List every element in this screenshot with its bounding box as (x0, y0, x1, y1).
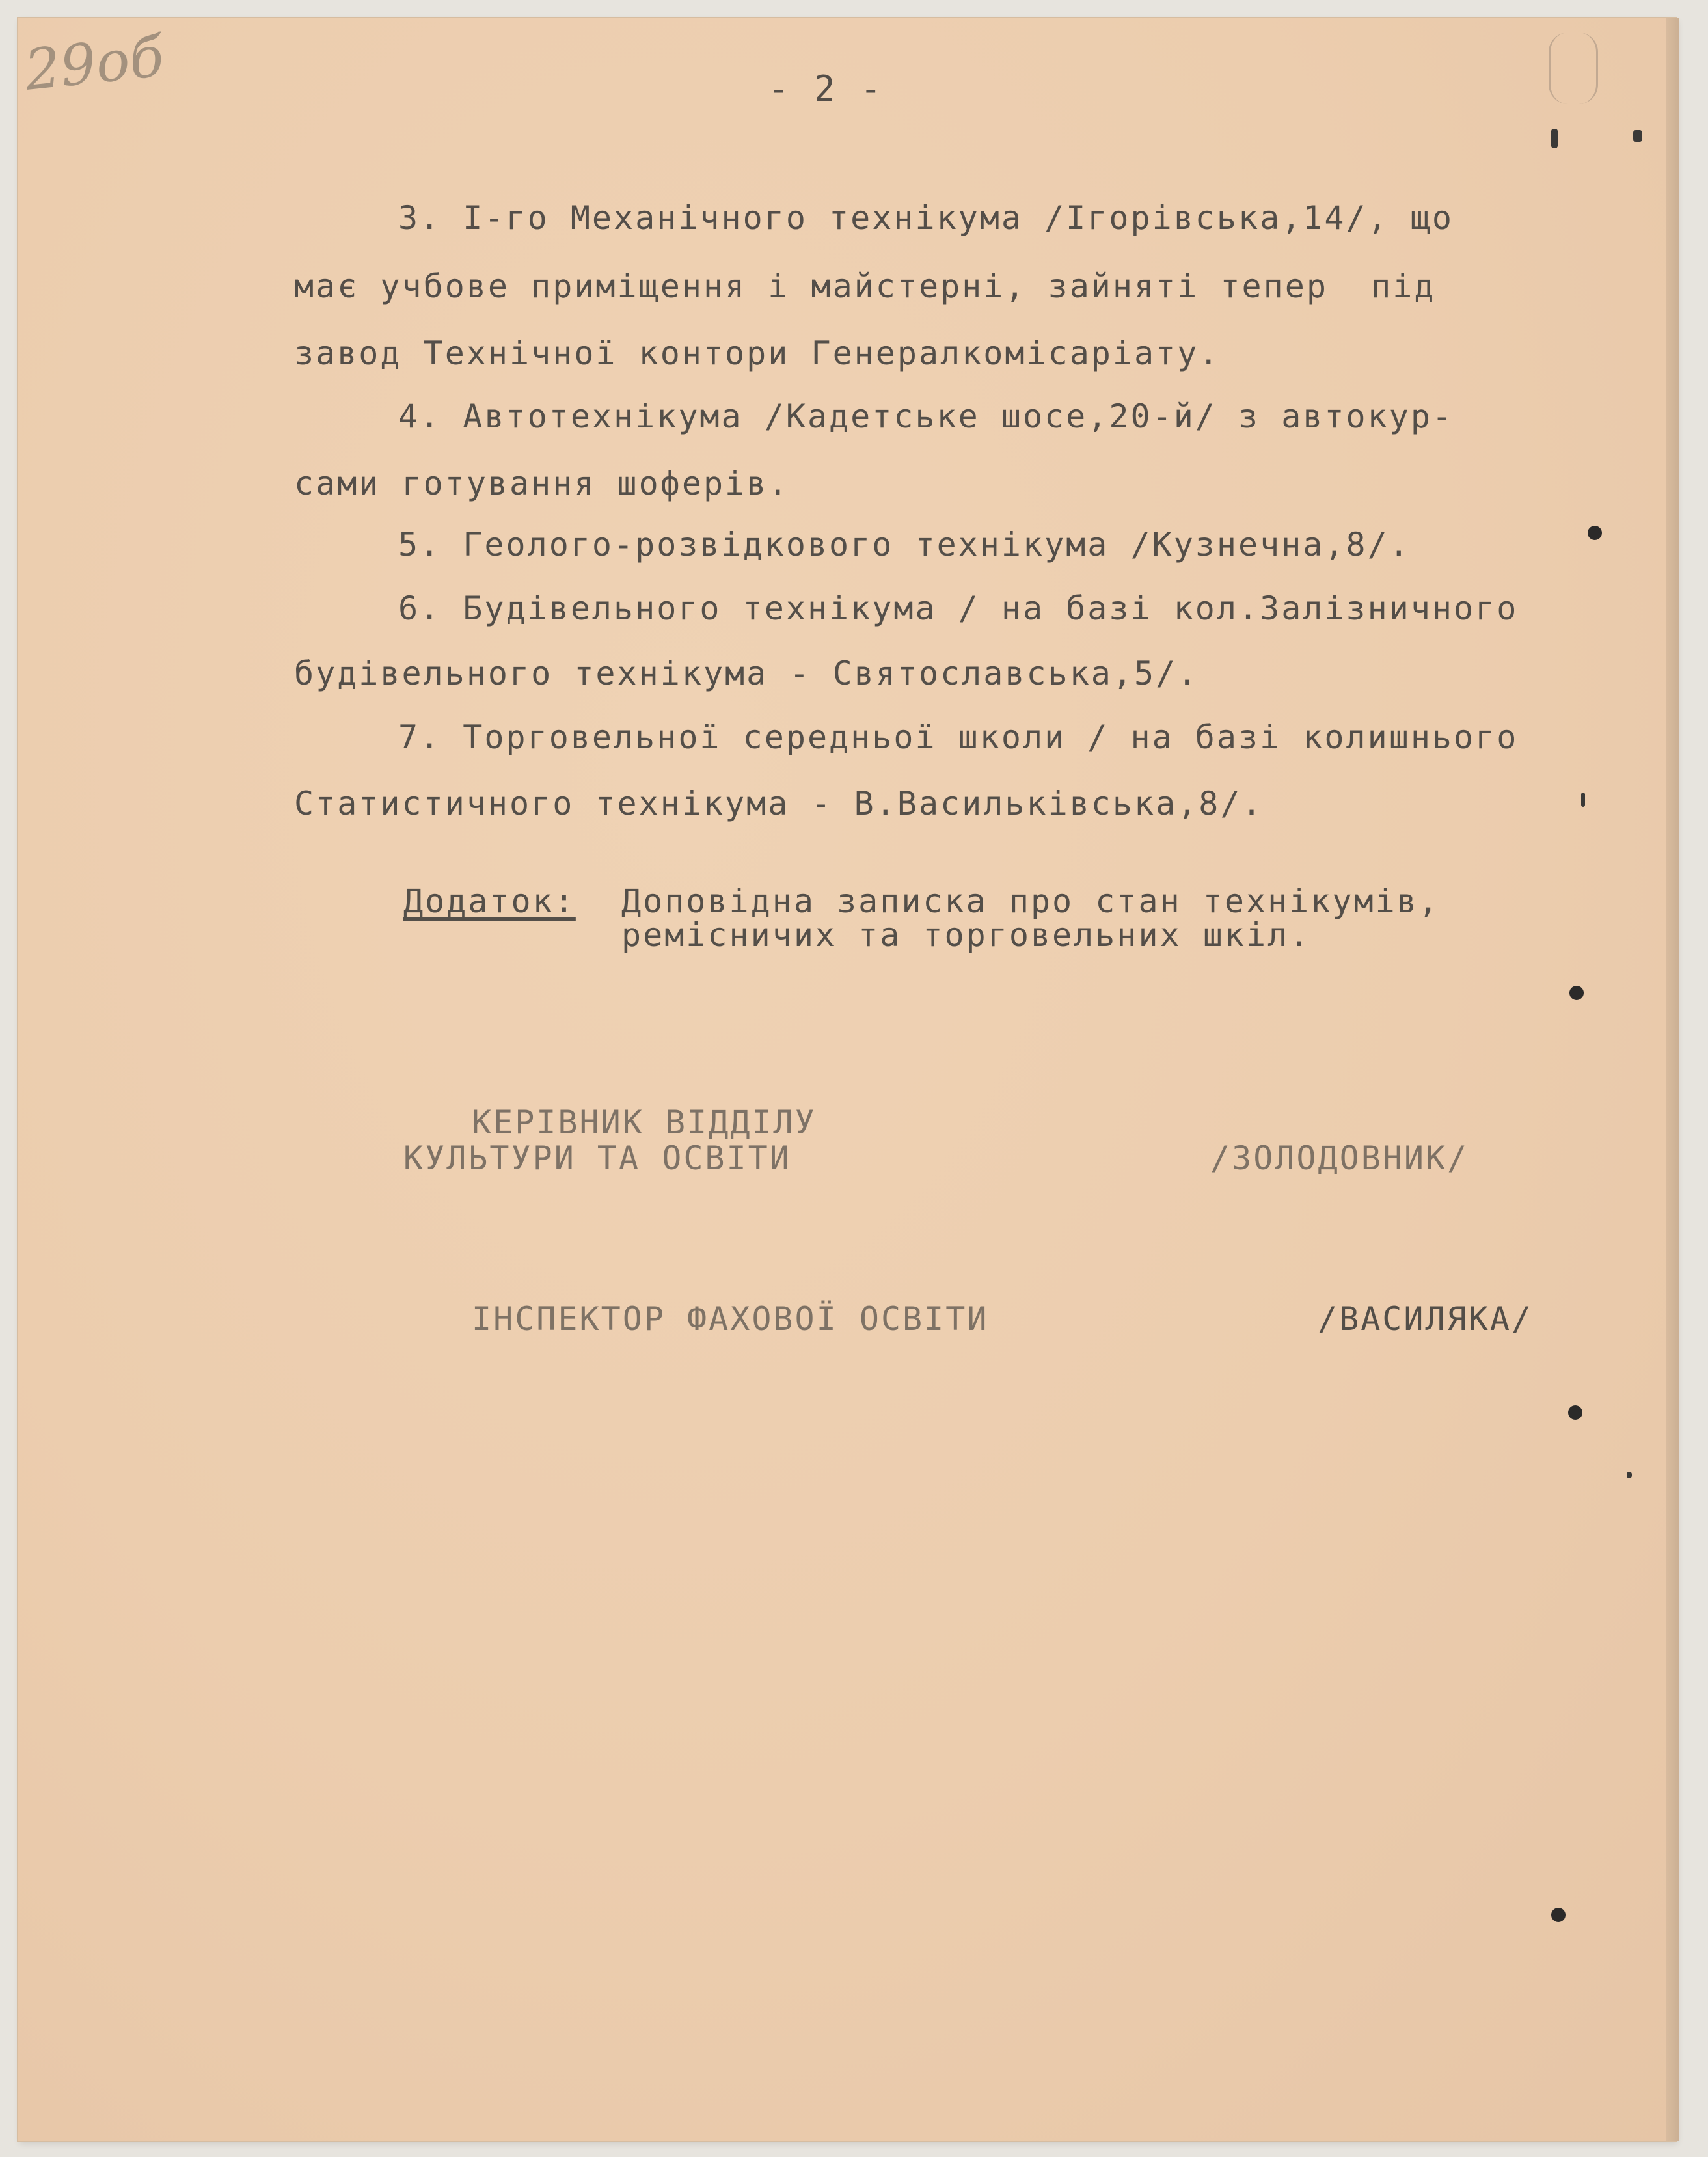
appendix-line-1: Доповідна записка про стан технікумів, (621, 882, 1440, 920)
item-3-line-2: має учбове приміщення і майстерні, зайняті тепер під (294, 267, 1436, 305)
item-3-line-3: завод Технічної контори Генералкомісаріату. (294, 334, 1221, 372)
binding-hole-mark (1588, 526, 1602, 540)
item-7-line-2: Статистичного технікума - В.Васильківська,8/. (294, 785, 1264, 822)
signature-2-title-line-1: ІНСПЕКТОР ФАХОВОЇ ОСВІТИ (472, 1300, 989, 1338)
signature-2-name: /ВАСИЛЯКА/ (1318, 1300, 1534, 1338)
signature-1-title-line-2: КУЛЬТУРИ ТА ОСВІТИ (403, 1139, 791, 1177)
item-4-line-1: 4. Автотехнікума /Кадетське шосе,20-й/ з автокур- (398, 398, 1454, 435)
item-6-line-2: будівельного технікума - Святославська,5/. (294, 655, 1199, 692)
binding-hole-mark (1551, 1908, 1566, 1922)
faint-stamp-mark (1549, 33, 1598, 104)
appendix-label: Додаток: (403, 882, 576, 920)
item-6-line-1: 6. Будівельного технікума / на базі кол.Залізничного (398, 590, 1519, 627)
item-7-line-1: 7. Торговельної середньої школи / на базі колишнього (398, 718, 1519, 756)
signature-1-title-line-1: КЕРІВНИК ВІДДІЛУ (472, 1104, 817, 1141)
signature-1-name: /ЗОЛОДОВНИК/ (1210, 1139, 1469, 1177)
archive-folio-mark: 29об (21, 24, 167, 103)
item-3-line-1: 3. I-го Механічного технікума /Ігорівська,14/, що (398, 199, 1454, 237)
paper-edge (1666, 18, 1679, 2141)
item-5-line-1: 5. Геолого-розвідкового технікума /Кузнечна,8/. (398, 526, 1411, 563)
margin-mark (1551, 129, 1558, 148)
binding-hole-mark (1569, 986, 1584, 1000)
margin-mark (1627, 1472, 1632, 1478)
item-4-line-2: сами готування шоферів. (294, 465, 790, 502)
appendix-line-2: ремісничих та торговельних шкіл. (621, 916, 1311, 954)
margin-mark (1633, 130, 1642, 142)
page-number: - 2 - (768, 68, 884, 109)
binding-hole-mark (1568, 1405, 1582, 1420)
margin-mark (1581, 793, 1585, 807)
